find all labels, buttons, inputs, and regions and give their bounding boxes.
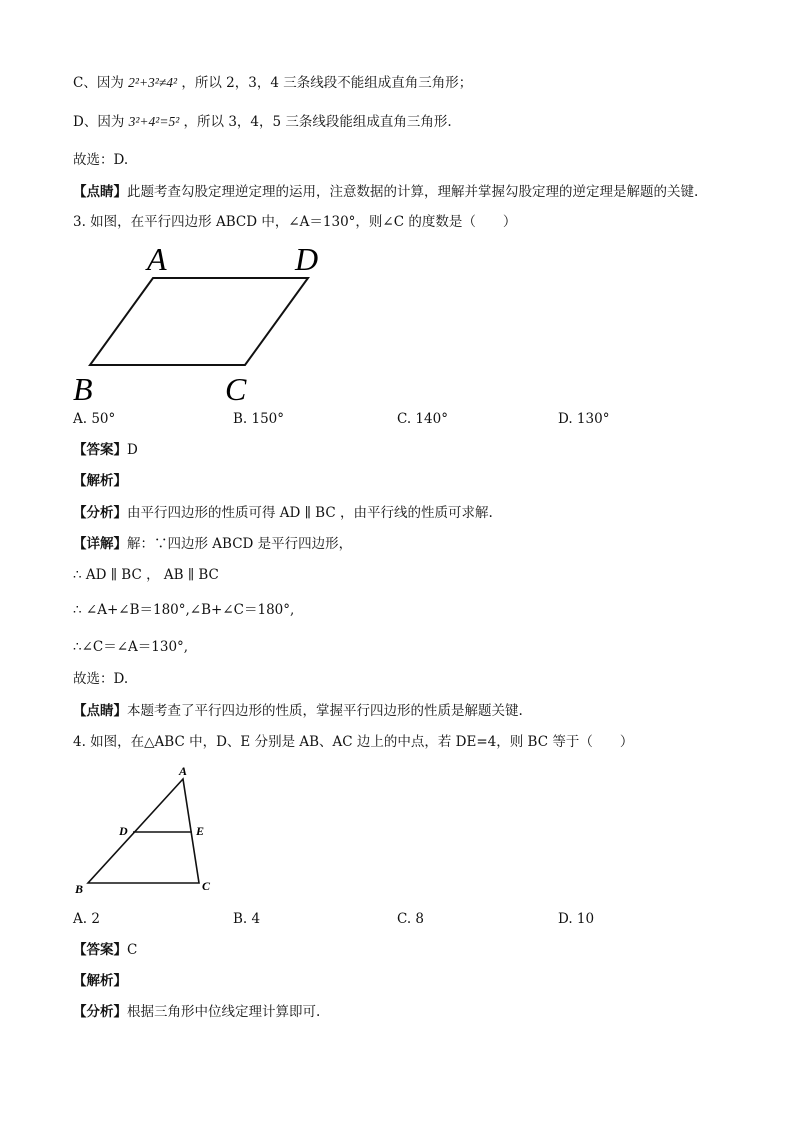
label-c: C <box>225 371 247 405</box>
q3-comment: 【点睛】本题考查了平行四边形的性质，掌握平行四边形的性质是解题关键. <box>73 703 523 719</box>
q4-analysis-title: 【解析】 <box>73 973 127 989</box>
q4-answer: 【答案】C <box>73 942 138 958</box>
q3-option-c: C. 140° <box>397 411 448 427</box>
q4-option-c: C. 8 <box>397 911 425 927</box>
q3-option-b: B. 150° <box>233 411 285 427</box>
q4-option-b: B. 4 <box>233 911 261 927</box>
option-d-explanation: D、因为 3²+4²=5² ，所以 3，4，5 三条线段能组成直角三角形. <box>73 114 452 130</box>
q3-choice: 故选：D. <box>73 671 129 687</box>
q3-step-1: ∴ AD ∥ BC ， AB ∥ BC <box>73 567 219 583</box>
label-c: C <box>202 879 211 893</box>
triangle-figure <box>70 762 230 902</box>
q4-stem: 4. 如图，在△ABC 中，D、E 分别是 AB、AC 边上的中点，若 DE=4，则 BC 等于（ ） <box>73 734 634 750</box>
parallelogram-figure <box>70 240 340 405</box>
q3-answer: 【答案】D <box>73 442 138 458</box>
label-e: E <box>196 824 205 838</box>
label-a: A <box>179 764 188 778</box>
label-a: A <box>147 241 167 277</box>
q3-step-3: ∴∠C＝∠A＝130°, <box>73 639 189 655</box>
q3-analysis: 【分析】由平行四边形的性质可得 AD ∥ BC ，由平行线的性质可求解. <box>73 505 493 521</box>
q3-stem: 3. 如图，在平行四边形 ABCD 中，∠A＝130°，则∠C 的度数是（ ） <box>73 214 517 230</box>
math-expression: 2²+3²≠4² <box>128 75 178 90</box>
q3-analysis-title: 【解析】 <box>73 473 127 489</box>
math-expression: 3²+4²=5² <box>128 114 180 129</box>
q4-option-a: A. 2 <box>73 911 100 927</box>
q3-step-2: ∴ ∠A+∠B＝180°,∠B+∠C＝180°, <box>73 602 295 618</box>
label-d: D <box>119 824 128 838</box>
q4-option-d: D. 10 <box>558 911 595 927</box>
q3-option-a: A. 50° <box>73 411 116 427</box>
option-c-explanation: C、因为 2²+3²≠4² ，所以 2，3，4 三条线段不能组成直角三角形； <box>73 75 473 91</box>
label-b: B <box>73 371 93 405</box>
q2-comment: 【点睛】此题考查勾股定理逆定理的运用，注意数据的计算，理解并掌握勾股定理的逆定理是解题的关键. <box>73 184 699 200</box>
q3-detail: 【详解】解：∵四边形 ABCD 是平行四边形， <box>73 536 353 552</box>
q2-choice: 故选：D. <box>73 152 129 168</box>
label-d: D <box>295 241 319 277</box>
q4-analysis: 【分析】根据三角形中位线定理计算即可. <box>73 1004 321 1020</box>
q3-option-d: D. 130° <box>558 411 610 427</box>
label-b: B <box>75 882 84 896</box>
